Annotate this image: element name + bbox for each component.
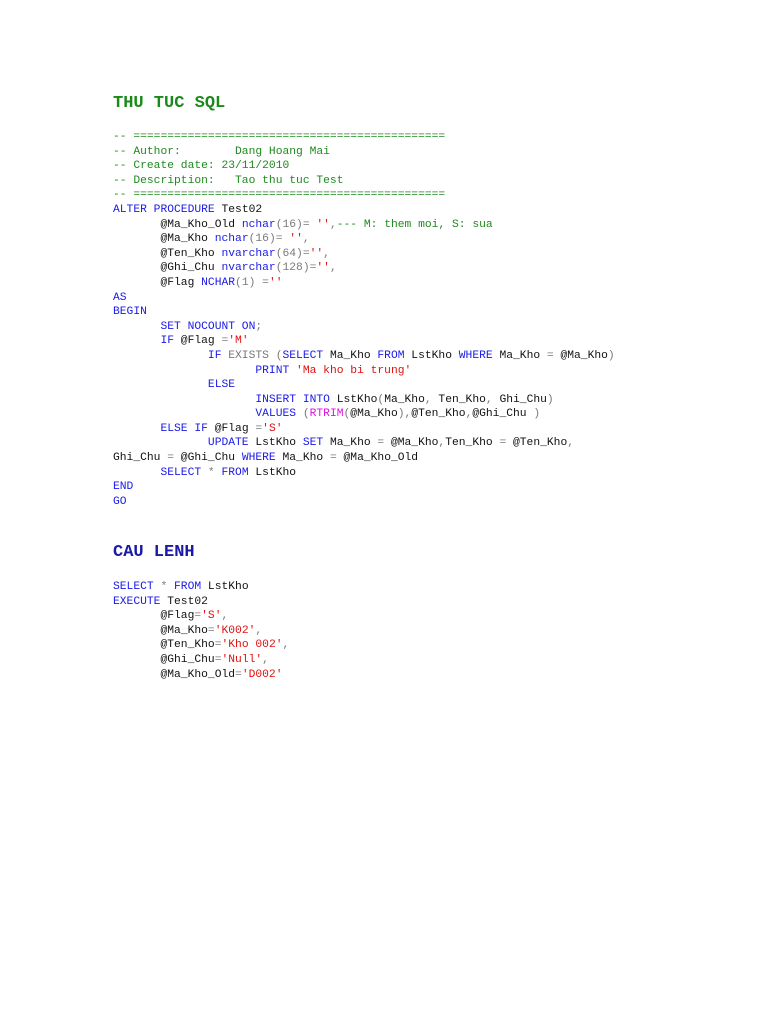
code-token: @Flag <box>113 610 195 623</box>
code-token: LstKho <box>404 349 459 362</box>
code-token: END <box>113 481 134 494</box>
code-line <box>113 451 615 466</box>
code-line <box>113 668 289 683</box>
code-token: 'D002' <box>241 668 283 681</box>
code-token: -- Create date: 23/11/2010 <box>113 160 290 173</box>
code-token: ( <box>343 408 351 421</box>
code-token: = <box>214 653 222 666</box>
code-token: 'M' <box>228 335 249 348</box>
code-token: = <box>207 624 215 637</box>
code-token: = <box>377 437 385 450</box>
code-line <box>113 203 615 218</box>
code-token: '' <box>309 247 324 260</box>
code-token: * <box>153 581 175 593</box>
code-line <box>113 276 615 291</box>
code-token: WHERE <box>458 349 493 362</box>
code-line <box>113 261 615 276</box>
code-token: , <box>329 218 337 231</box>
code-token: SELECT <box>113 581 154 593</box>
code-token: FROM <box>174 581 202 593</box>
code-line <box>113 495 615 510</box>
code-token: ), <box>397 408 412 421</box>
code-token: Ma_Kho <box>384 393 425 406</box>
code-token: = <box>275 233 290 246</box>
code-token: Ten_Kho <box>445 437 500 450</box>
code-token: FROM <box>221 466 249 479</box>
code-token: LstKho <box>329 393 378 406</box>
code-token: , <box>438 437 446 450</box>
code-token: , <box>323 247 330 260</box>
code-line <box>113 624 289 639</box>
code-line <box>113 145 615 160</box>
code-token: @Ma_Kho <box>553 349 608 362</box>
code-token: EXECUTE <box>113 595 161 608</box>
code-token: * <box>201 466 222 479</box>
code-token: @Ghi_Chu <box>472 408 534 421</box>
code-token: ; <box>255 320 263 333</box>
code-token: ( <box>377 393 385 406</box>
code-token: = <box>235 668 242 681</box>
code-line <box>113 291 615 306</box>
code-token: , <box>262 653 269 666</box>
procedure-section-title: THU TUC SQL <box>113 94 226 113</box>
code-token: nchar <box>214 233 249 246</box>
code-token: @Ma_Kho <box>113 624 208 637</box>
code-token: @Flag <box>113 276 202 289</box>
code-line <box>113 480 615 495</box>
code-token: = <box>255 422 263 435</box>
code-line <box>113 422 615 437</box>
code-line <box>113 609 289 624</box>
code-token: BEGIN <box>113 306 147 319</box>
code-token: , <box>282 639 290 652</box>
code-token: -- Author: Dang Hoang Mai <box>113 145 330 158</box>
code-token: Ma_Kho <box>492 349 547 362</box>
code-token: @Ghi_Chu <box>113 262 222 275</box>
code-token: --- M: them moi, S: sua <box>336 218 493 231</box>
code-token: @Flag <box>174 335 222 348</box>
code-token: (1) <box>235 276 263 289</box>
code-line <box>113 466 615 481</box>
code-token: , <box>329 262 337 275</box>
code-token: ALTER PROCEDURE <box>113 203 215 216</box>
code-token: , <box>424 393 432 406</box>
code-token: SELECT <box>282 349 324 362</box>
code-line <box>113 232 615 247</box>
code-token: nvarchar <box>221 262 276 275</box>
code-token: , <box>255 624 263 637</box>
code-token: LstKho <box>248 466 297 479</box>
code-token: Ten_Kho <box>431 393 486 406</box>
code-token: @Ma_Kho <box>113 233 215 246</box>
code-token: LstKho <box>248 437 303 450</box>
code-token: -- ============================================== <box>113 189 446 202</box>
code-token: = <box>302 218 317 231</box>
code-token: ) <box>546 393 554 406</box>
code-line <box>113 334 615 349</box>
code-token: EXISTS <box>221 349 276 362</box>
code-token: = <box>546 349 554 362</box>
code-line <box>113 580 289 595</box>
code-line <box>113 305 615 320</box>
code-token: 'S' <box>262 422 283 435</box>
code-token: AS <box>113 291 127 304</box>
code-token: = <box>194 610 202 623</box>
code-token: FROM <box>377 349 405 362</box>
code-line <box>113 436 615 451</box>
code-line <box>113 378 615 393</box>
code-token: nchar <box>241 218 276 231</box>
code-line <box>113 159 615 174</box>
code-line <box>113 188 615 203</box>
code-line <box>113 393 615 408</box>
command-section-title: CAU LENH <box>113 543 195 562</box>
code-line <box>113 595 289 610</box>
code-token: '' <box>316 218 330 231</box>
code-token: 'Kho 002' <box>221 639 283 652</box>
code-token: ) <box>533 408 541 421</box>
code-token: (128) <box>275 262 310 275</box>
code-token: @Ten_Kho <box>506 437 568 450</box>
code-token: ELSE IF <box>113 422 208 435</box>
code-line <box>113 130 615 145</box>
code-token: , <box>485 393 493 406</box>
code-token: = <box>309 262 317 275</box>
code-token: '' <box>289 233 303 246</box>
code-token: ( <box>275 349 283 362</box>
code-token: @Ma_Kho_Old <box>113 218 242 231</box>
code-token: LstKho <box>201 581 249 593</box>
code-token: SELECT <box>113 466 202 479</box>
code-token: VALUES <box>113 408 303 421</box>
code-token: SET <box>302 437 324 450</box>
code-token: Ma_Kho <box>323 349 378 362</box>
code-token: RTRIM <box>309 408 344 421</box>
code-token: = <box>221 335 229 348</box>
command-code-block <box>113 580 289 682</box>
code-token: @Ma_Kho_Old <box>336 452 419 465</box>
code-token: = <box>262 276 269 289</box>
code-token: = <box>214 639 222 652</box>
code-token: IF <box>113 349 222 362</box>
code-token: = <box>302 247 310 260</box>
code-token: Test02 <box>214 203 263 216</box>
code-token: 'Null' <box>221 653 263 666</box>
procedure-code-block <box>113 130 615 509</box>
code-line <box>113 638 289 653</box>
code-token: Ma_Kho <box>275 452 330 465</box>
code-token: @Ten_Kho <box>113 247 222 260</box>
code-token: IF <box>113 335 175 348</box>
code-token: , <box>567 437 575 450</box>
code-token: = <box>329 452 337 465</box>
code-line <box>113 218 615 233</box>
code-token: @Ghi_Chu <box>113 653 215 666</box>
code-token: nvarchar <box>221 247 276 260</box>
code-line <box>113 320 615 335</box>
code-token: (16) <box>248 233 276 246</box>
code-token: @Ten_Kho <box>411 408 466 421</box>
code-token: @Flag <box>207 422 256 435</box>
code-token: Ghi_Chu <box>113 452 168 465</box>
code-token: NCHAR <box>201 276 236 289</box>
code-token: -- Description: Tao thu tuc Test <box>113 174 344 187</box>
code-line <box>113 364 615 379</box>
code-token: UPDATE <box>113 437 249 450</box>
code-token: SET NOCOUNT ON <box>113 320 256 333</box>
code-line <box>113 174 615 189</box>
code-token: , <box>221 610 229 623</box>
code-token: '' <box>316 262 330 275</box>
code-token: @Ma_Kho <box>384 437 439 450</box>
code-token: @Ma_Kho_Old <box>113 668 236 681</box>
code-token: Test02 <box>160 595 208 608</box>
code-token: , <box>465 408 473 421</box>
code-token: Ghi_Chu <box>492 393 547 406</box>
code-line <box>113 653 289 668</box>
code-token: @Ghi_Chu <box>174 452 242 465</box>
code-token: (16) <box>275 218 303 231</box>
code-token: , <box>302 233 310 246</box>
code-line <box>113 247 615 262</box>
code-token: PRINT <box>113 364 297 377</box>
code-token: '' <box>268 276 283 289</box>
code-token: 'S' <box>201 610 222 623</box>
code-token: GO <box>113 495 127 508</box>
code-token: WHERE <box>241 452 276 465</box>
code-token: -- ============================================== <box>113 131 446 143</box>
code-token: 'Ma kho bi trung' <box>296 364 412 377</box>
code-token: Ma_Kho <box>323 437 378 450</box>
code-token: @Ma_Kho <box>350 408 398 421</box>
code-token: ELSE <box>113 379 236 392</box>
code-line <box>113 349 615 364</box>
code-line <box>113 407 615 422</box>
code-token: ) <box>607 349 615 362</box>
code-token: ( <box>302 408 310 421</box>
code-token: = <box>167 452 175 465</box>
code-token: (64) <box>275 247 303 260</box>
code-token: = <box>499 437 507 450</box>
code-token: @Ten_Kho <box>113 639 215 652</box>
code-token: INSERT INTO <box>113 393 330 406</box>
code-token: 'K002' <box>214 624 256 637</box>
